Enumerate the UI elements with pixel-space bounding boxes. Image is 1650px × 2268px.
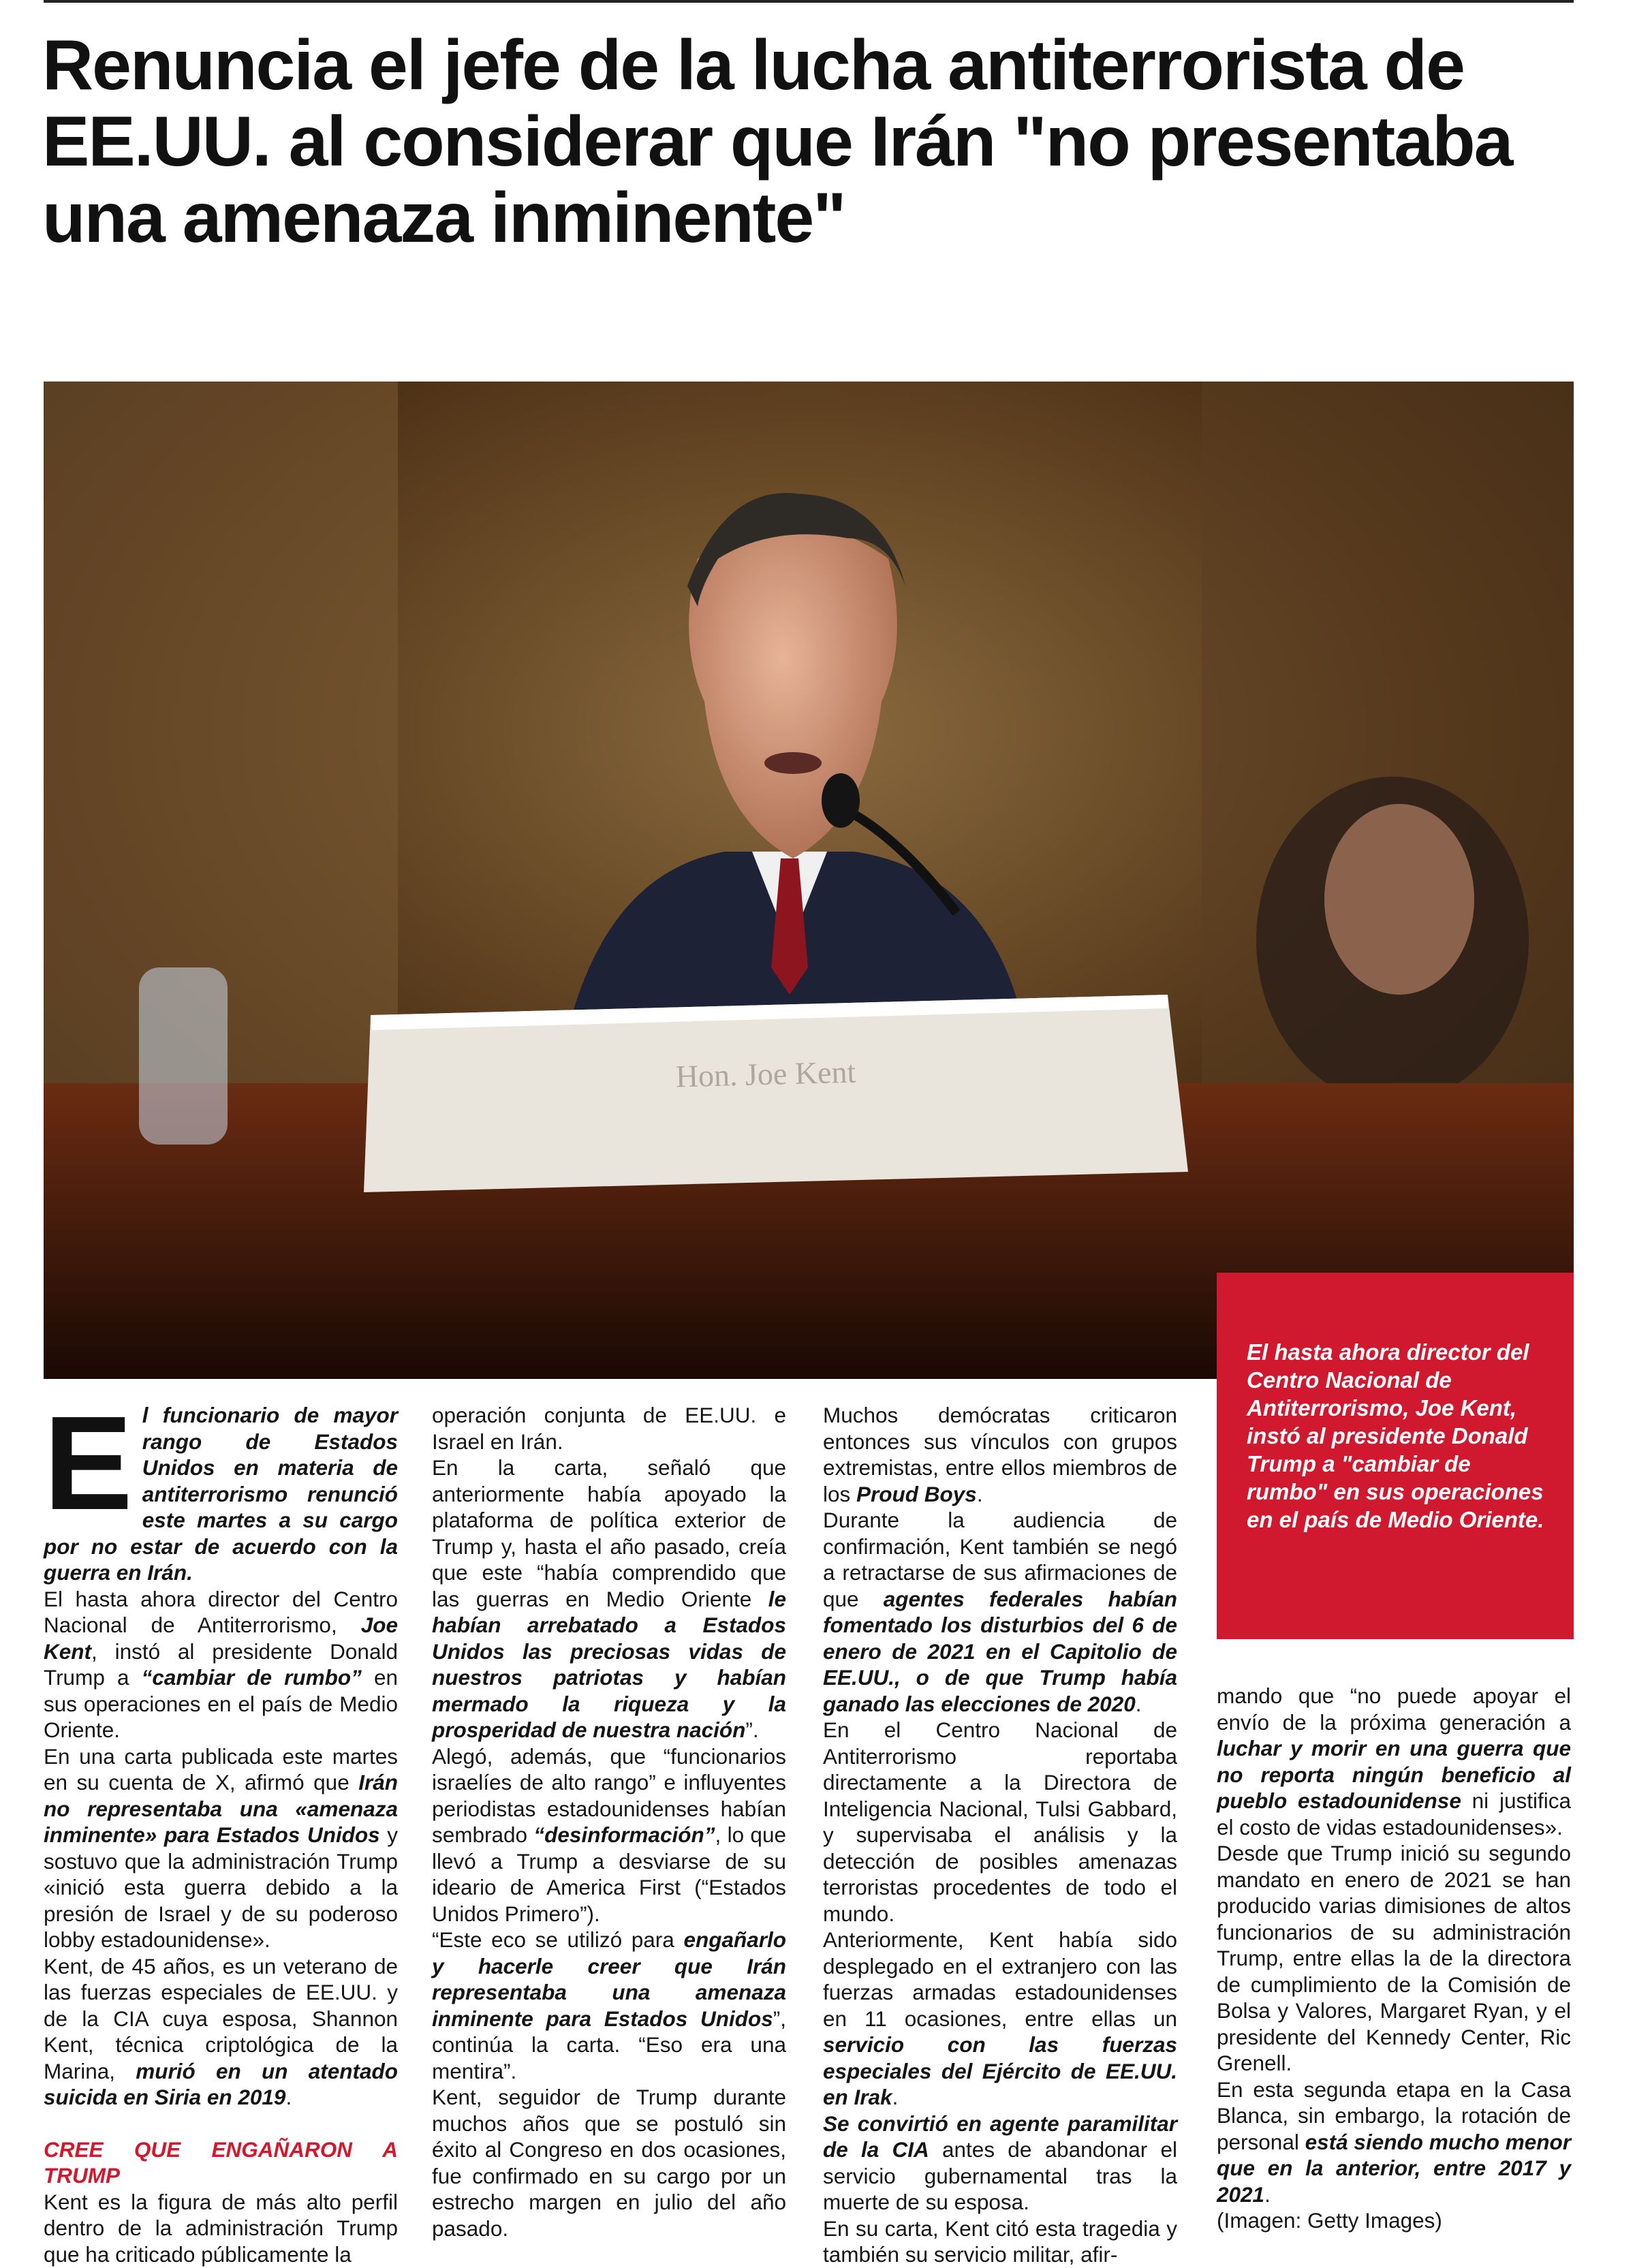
article-column-2 [432, 1402, 786, 2241]
body-paragraph: En su carta, Kent citó esta tragedia y también su servicio militar, afir- [823, 2216, 1177, 2267]
body-paragraph: Anteriormente, Kent había sido desplegado en el extranjero con las fuerzas armadas estadounidenses en 11 ocasiones, entre ellas un servicio con las fuerzas especiales del Ejército de EE.UU. en Irak. [823, 1927, 1177, 2109]
article-column-4 [1217, 1683, 1571, 2234]
body-paragraph: En el Centro Nacional de Antiterrorismo reportaba directamente a la Directora de Inteligencia Nacional, Tulsi Gabbard, y supervisaba el análisis y la detección de posibles amenazas terroristas procedentes de todo el mundo. [823, 1718, 1177, 1926]
photo-illustration [44, 382, 1574, 1379]
body-paragraph: Kent, de 45 años, es un veterano de las fuerzas especiales de EE.UU. y de la CIA cuya esposa, Shannon Kent, técnica criptológica de la Marina, murió en un atentado suicida en Siria en 2019. [44, 1953, 398, 2109]
body-paragraph: Kent es la figura de más alto perfil dentro de la administración Trump que ha criticado públicamente la [44, 2189, 398, 2267]
body-paragraph: Muchos demócratas criticaron entonces sus vínculos con grupos extremistas, entre ellos miembros de los Proud Boys. [823, 1403, 1177, 1506]
subhead: CREE QUE ENGAÑARON A TRUMP [44, 2137, 398, 2188]
photo-nameplate: Hon. Joe Kent [675, 1054, 856, 1094]
photo-caption: El hasta ahora director del Centro Nacional de Antiterrorismo, Joe Kent, instó al presidente Donald Trump a "cambiar de rumbo" en sus operaciones en el país de Medio Oriente. [1247, 1339, 1544, 1532]
top-rule [44, 0, 1574, 3]
body-paragraph: En esta segunda etapa en la Casa Blanca, sin embargo, la rotación de personal está siendo mucho menor que en la anterior, entre 2017 y 2021. [1217, 2077, 1571, 2207]
body-paragraph: Desde que Trump inició su segundo mandato en enero de 2021 se han producido varias dimisiones de altos funcionarios de su administración Trump, entre ellas la de la directora de cumplimiento de la Comisión de Bolsa y Valores, Margaret Ryan, y el presidente del Kennedy Center, Ric Grenell. [1217, 1841, 1571, 2075]
body-paragraph: Durante la audiencia de confirmación, Kent también se negó a retractarse de sus afirmaciones de que agentes federales habían fomentado los disturbios del 6 de enero de 2021 en el Capitolio de EE.UU., o de que Trump había ganado las elecciones de 2020. [823, 1508, 1178, 1716]
article-column-1 [44, 1388, 398, 2267]
body-paragraph: En la carta, señaló que anteriormente había apoyado la plataforma de política exterior de Trump y, hasta el año pasado, creía que este “había comprendido que las guerras en Medio Oriente le habían arrebatado a Estados Unidos las preciosas vidas de nuestros patriotas y habían mermado la riqueza y la prosperidad de nuestra nación”. [432, 1455, 786, 1742]
body-paragraph: El hasta ahora director del Centro Nacional de Antiterrorismo, Joe Kent, instó al presidente Donald Trump a “cambiar de rumbo” en sus operaciones en el país de Medio Oriente. [44, 1586, 398, 1742]
body-paragraph: operación conjunta de EE.UU. e Israel en Irán. [432, 1403, 786, 1454]
body-paragraph: Kent, seguidor de Trump durante muchos años que se postuló sin éxito al Congreso en dos ocasiones, fue confirmado en su cargo por un estrecho margen en julio del año pasado. [432, 2085, 786, 2241]
headline: Renuncia el jefe de la lucha antiterrorista de EE.UU. al considerar que Irán "no presentaba una amenaza inminente" [42, 26, 1512, 258]
body-paragraph: “Este eco se utilizó para engañarlo y hacerle creer que Irán representaba una amenaza inminente para Estados Unidos”, continúa la carta. “Eso era una mentira”. [432, 1927, 786, 2083]
article-column-3 [823, 1402, 1177, 2268]
body-paragraph: Alegó, además, que “funcionarios israelíes de alto rango” e influyentes periodistas estadounidenses habían sembrado “desinformación”, lo que llevó a Trump a desviarse de su ideario de America First (“Estados Unidos Primero”). [432, 1743, 786, 1926]
article-photo [44, 382, 1574, 1379]
photo-caption-box [1217, 1273, 1574, 1639]
body-paragraph: Se convirtió en agente paramilitar de la CIA antes de abandonar el servicio gubernamental tras la muerte de su esposa. [823, 2111, 1177, 2214]
body-paragraph: mando que “no puede apoyar el envío de la próxima generación a luchar y morir en una guerra que no reporta ningún beneficio al pueblo estadounidense ni justifica el costo de vidas estadounidenses». [1217, 1683, 1571, 1839]
drop-cap: E [44, 1388, 133, 1538]
lead-paragraph: l funcionario de mayor rango de Estados Unidos en materia de antiterrorismo renunció este martes a su cargo por no estar de acuerdo con la guerra en Irán. [44, 1403, 398, 1585]
body-paragraph: En una carta publicada este martes en su cuenta de X, afirmó que Irán no representaba una «amenaza inminente» para Estados Unidos y sostuvo que la administración Trump «inició esta guerra debido a la presión de Israel y de su poderoso lobby estadounidense». [44, 1743, 398, 1952]
photo-credit: (Imagen: Getty Images) [1217, 2208, 1442, 2233]
